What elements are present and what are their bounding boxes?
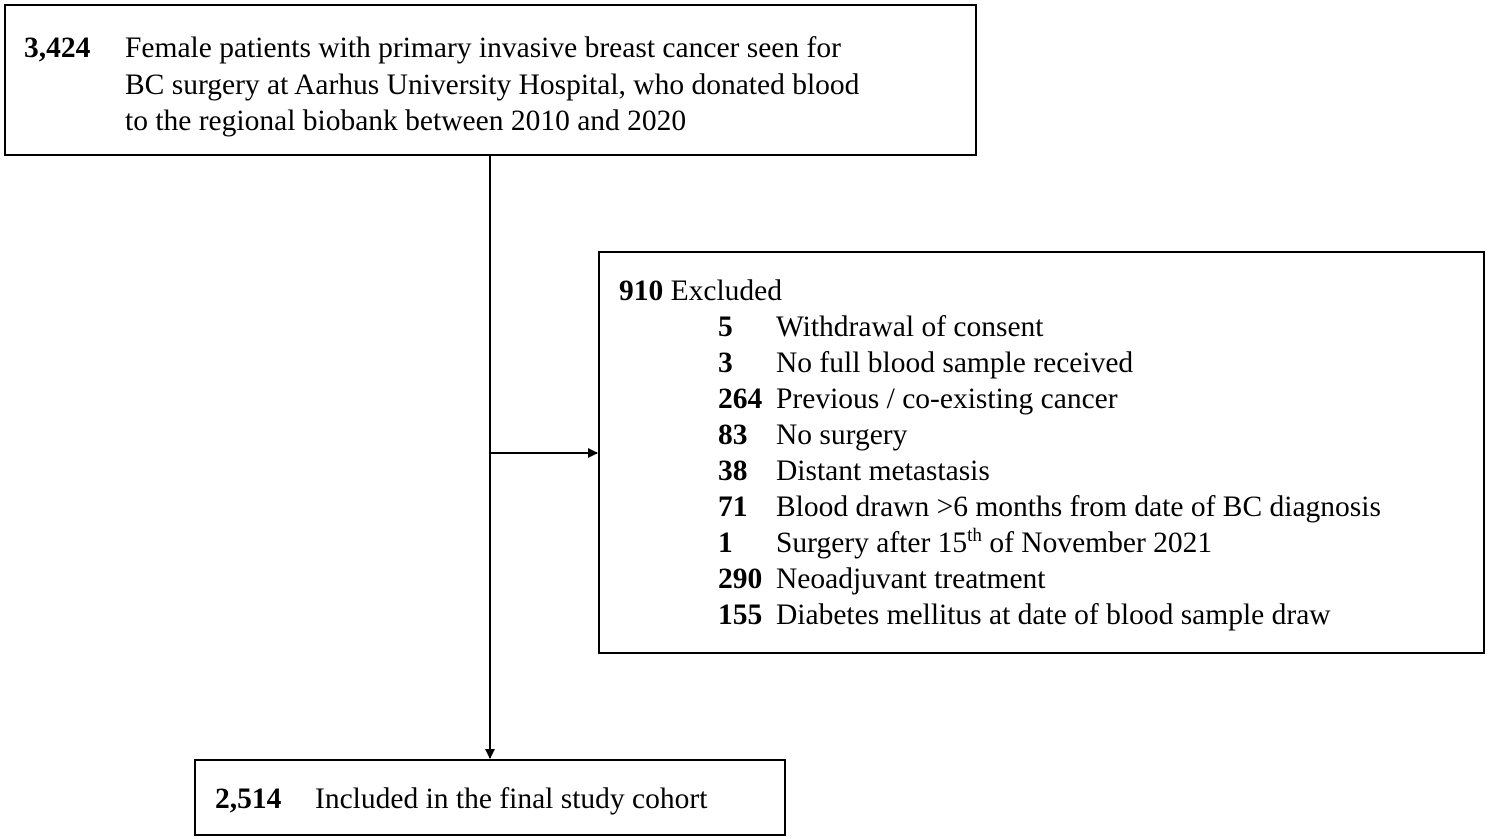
exclusion-reason: Distant metastasis (776, 455, 990, 487)
exclusion-reason: Blood drawn >6 months from date of BC diagnosis (776, 491, 1381, 523)
exclusion-reason-ordinal-suffix: th (967, 525, 982, 546)
exclusion-count: 290 (718, 563, 763, 595)
source-population-box (4, 4, 977, 156)
exclusion-reason: No full blood sample received (776, 347, 1134, 379)
exclusion-count: 71 (718, 491, 748, 523)
exclusion-reason (776, 525, 1212, 561)
exclusion-item (718, 561, 1046, 597)
source-population-line-1: Female patients with primary invasive breast cancer seen for (125, 32, 841, 64)
excluded-total-count: 910 (619, 275, 664, 307)
exclusion-item (718, 309, 1044, 345)
exclusion-reason-pre: Surgery after 15 (776, 527, 968, 559)
exclusion-count: 1 (718, 527, 733, 559)
exclusion-item (718, 345, 1133, 381)
exclusion-count: 5 (718, 311, 733, 343)
excluded-label: Excluded (670, 275, 783, 307)
exclusion-reason: Diabetes mellitus at date of blood sample draw (776, 599, 1331, 631)
exclusion-item (718, 453, 990, 489)
excluded-box (598, 251, 1485, 654)
exclusion-count: 83 (718, 419, 748, 451)
source-population-line-2: BC surgery at Aarhus University Hospital, who donated blood (125, 68, 860, 101)
exclusion-item (718, 417, 907, 453)
exclusion-reason: No surgery (776, 419, 908, 451)
exclusion-count: 38 (718, 455, 748, 487)
exclusion-reason: Withdrawal of consent (776, 311, 1044, 343)
source-population-count: 3,424 (24, 32, 91, 64)
exclusion-reason: Previous / co-existing cancer (776, 383, 1118, 415)
exclusion-item (718, 489, 1381, 525)
exclusion-item (718, 525, 1212, 561)
final-cohort-box (194, 759, 786, 836)
source-population-description (125, 30, 859, 140)
final-cohort-count: 2,514 (215, 783, 282, 815)
exclusion-item (718, 381, 1118, 417)
final-cohort-label: Included in the final study cohort (315, 783, 708, 815)
exclusion-item (718, 597, 1331, 633)
exclusion-count: 155 (718, 599, 763, 631)
exclusion-count: 3 (718, 347, 733, 379)
source-population-line-3: to the regional biobank between 2010 and 2020 (125, 105, 687, 137)
exclusion-reason-post: of November 2021 (981, 527, 1213, 559)
exclusion-count: 264 (718, 383, 763, 415)
exclusion-reason: Neoadjuvant treatment (776, 563, 1046, 595)
excluded-header (619, 273, 782, 309)
